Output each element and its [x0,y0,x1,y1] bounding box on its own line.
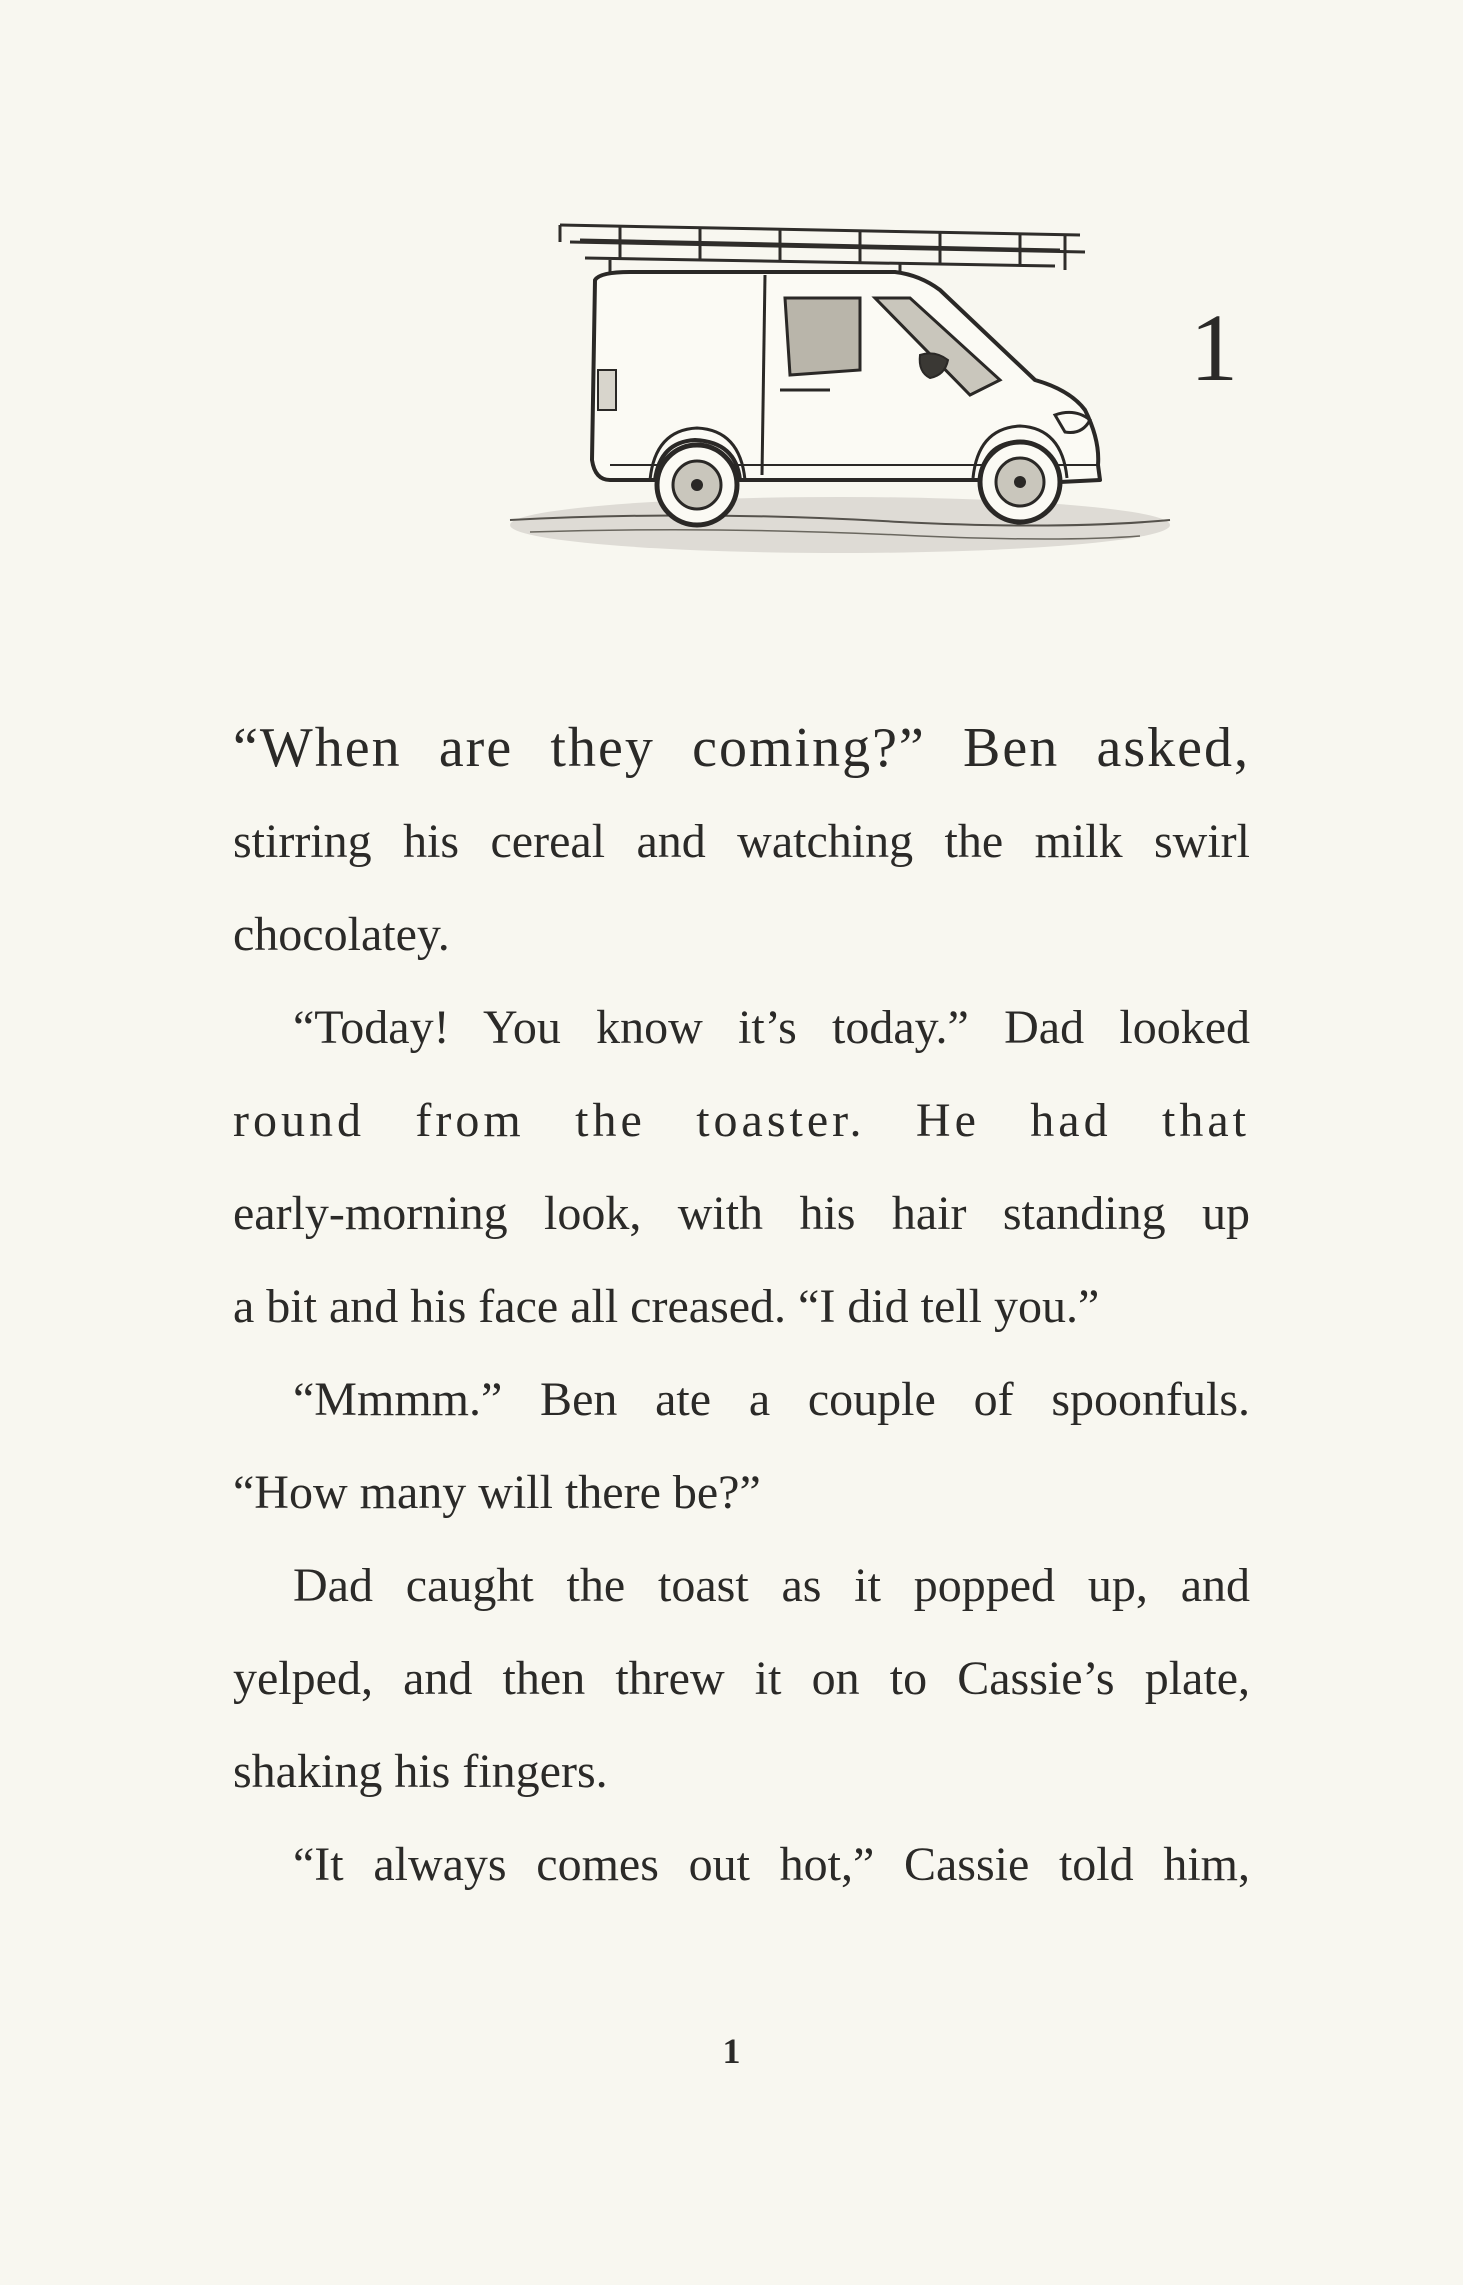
body-text [233,702,1250,1911]
text-line: “When are they coming?” Ben asked, [233,717,1250,779]
text-line: shaking his fingers. [233,1745,608,1798]
van-with-ladders-illustration [500,180,1180,560]
text-line: early-morning look, with his hair standing up [233,1187,1250,1240]
text-line: Dad caught the toast as it popped up, and [293,1559,1250,1612]
text-line: “It always comes out hot,” Cassie told him, [293,1838,1250,1891]
chapter-number: 1 [1190,294,1238,401]
text-line: chocolatey. [233,908,450,961]
text-line: “How many will there be?” [233,1466,761,1519]
text-line: stirring his cereal and watching the milk swirl [233,815,1250,868]
text-line: “Mmmm.” Ben ate a couple of spoonfuls. [293,1373,1250,1426]
text-line: yelped, and then threw it on to Cassie’s plate, [233,1652,1250,1705]
text-line: round from the toaster. He had that [233,1094,1250,1147]
text-line: a bit and his face all creased. “I did tell you.” [233,1280,1100,1333]
page-number: 1 [722,2031,741,2071]
text-line: “Today! You know it’s today.” Dad looked [293,1001,1250,1054]
